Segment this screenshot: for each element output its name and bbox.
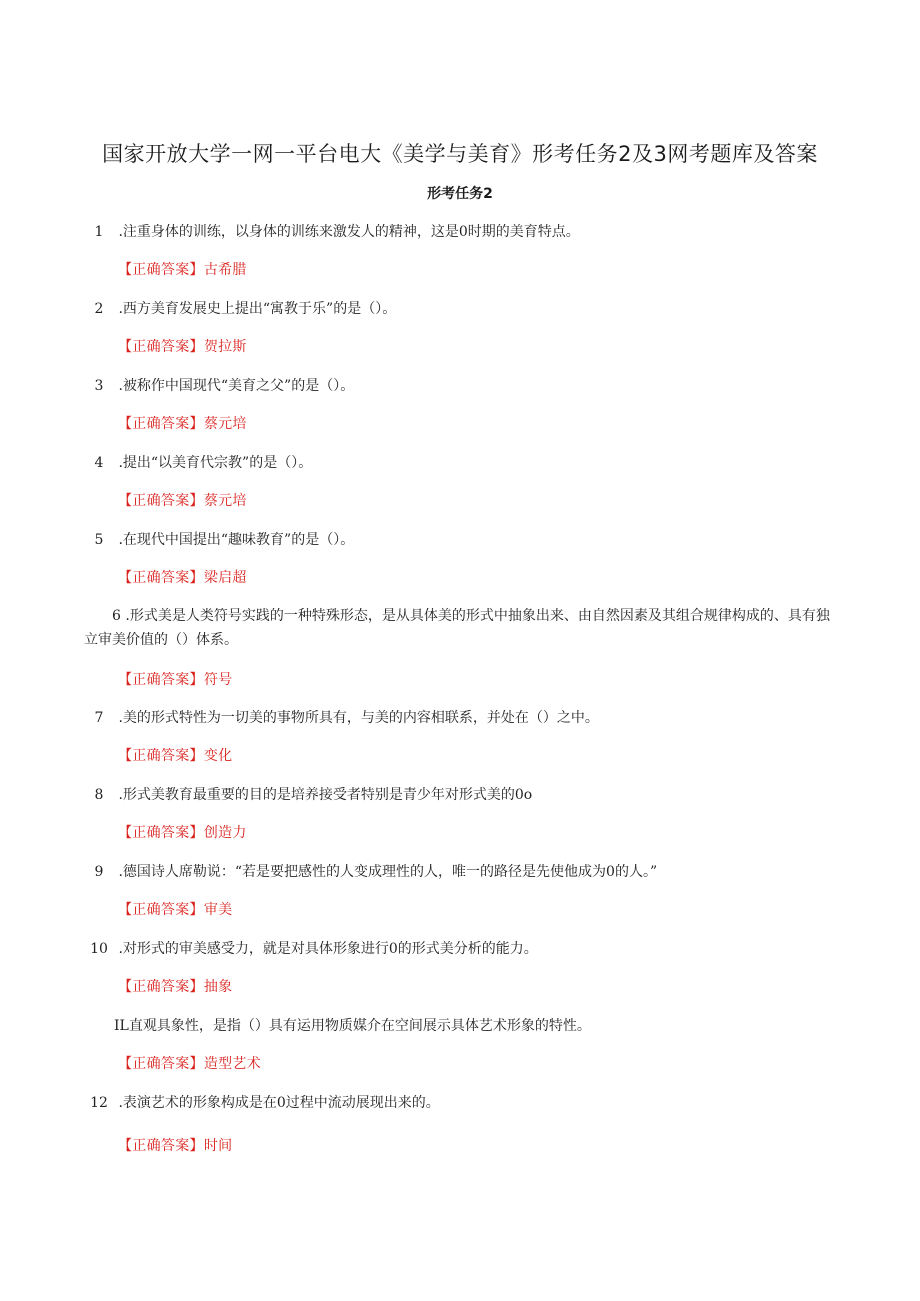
answer-text: 创造力 [203, 825, 247, 841]
answer-line [118, 899, 818, 921]
question-text: .表演艺术的形象构成是在0过程中流动展现出来的。 [118, 1095, 440, 1111]
question-number: 8 [94, 787, 104, 803]
answer-text: 古希腊 [203, 262, 247, 278]
question-text: .美的形式特性为一切美的事物所具有，与美的内容相联系，并处在（）之中。 [118, 710, 599, 726]
question-text: .注重身体的训练，以身体的训练来激发人的精神，这是0时期的美育特点。 [118, 224, 580, 240]
answer-prefix: 【正确答案】 [118, 493, 204, 509]
question-item [84, 451, 844, 475]
question-item [84, 1091, 844, 1115]
answer-text: 蔡元培 [203, 493, 247, 509]
answer-text: 蔡元培 [203, 416, 247, 432]
answer-prefix: 【正确答案】 [118, 1138, 204, 1154]
question-text: .西方美育发展史上提出“寓教于乐”的是（）。 [118, 301, 397, 317]
answer-text: 贺拉斯 [203, 339, 247, 355]
answer-prefix: 【正确答案】 [118, 825, 204, 841]
question-number: 1 [94, 224, 104, 240]
question-number: 12 [90, 1095, 108, 1111]
answer-prefix: 【正确答案】 [118, 570, 204, 586]
question-item [84, 604, 840, 652]
answer-prefix: 【正确答案】 [118, 1056, 204, 1072]
answer-prefix: 【正确答案】 [118, 902, 204, 918]
question-number: 2 [94, 301, 104, 317]
question-item [84, 374, 844, 398]
answer-line [118, 669, 818, 691]
answer-line [118, 822, 818, 844]
answer-line [118, 490, 818, 512]
answer-prefix: 【正确答案】 [118, 979, 204, 995]
answer-text: 时间 [203, 1138, 233, 1154]
question-text: 直观具象性，是指（）具有运用物质媒介在空间展示具体艺术形象的特性。 [128, 1018, 591, 1034]
answer-text: 变化 [203, 748, 233, 764]
question-item [84, 783, 844, 807]
question-number: 3 [94, 378, 104, 394]
answer-line [118, 1135, 818, 1157]
question-number: IL [114, 1018, 129, 1034]
question-number: 4 [94, 455, 104, 471]
answer-text: 审美 [203, 902, 233, 918]
question-text: .提出“以美育代宗教”的是（）。 [118, 455, 313, 471]
question-item [84, 860, 844, 884]
question-item [84, 297, 844, 321]
answer-text: 抽象 [203, 979, 233, 995]
question-number: 9 [94, 864, 104, 880]
question-text: .在现代中国提出“趣味教育”的是（）。 [118, 532, 355, 548]
answer-line [118, 745, 818, 767]
question-text: .形式美教育最重要的目的是培养接受者特别是青少年对形式美的0o [118, 787, 533, 803]
answer-line [118, 259, 818, 281]
question-text: .被称作中国现代“美育之父”的是（）。 [118, 378, 355, 394]
answer-line [118, 336, 818, 358]
answer-prefix: 【正确答案】 [118, 339, 204, 355]
section-title: 形考任务2 [427, 186, 493, 202]
question-item [84, 706, 844, 730]
answer-text: 符号 [203, 672, 233, 688]
answer-line [118, 976, 818, 998]
answer-text: 梁启超 [203, 570, 247, 586]
answer-line [118, 567, 818, 589]
question-text: .形式美是人类符号实践的一种特殊形态，是从具体美的形式中抽象出来、由自然因素及其组合规律构成的、具有独立审美价值的（）体系。 [84, 608, 830, 648]
answer-prefix: 【正确答案】 [118, 748, 204, 764]
question-item [84, 937, 844, 961]
answer-prefix: 【正确答案】 [118, 262, 204, 278]
question-item [84, 220, 844, 244]
document-title: 国家开放大学一网一平台电大《美学与美育》形考任务2及3网考题库及答案 [102, 142, 818, 166]
answer-prefix: 【正确答案】 [118, 416, 204, 432]
question-item [84, 528, 844, 552]
question-text: .对形式的审美感受力，就是对具体形象进行0的形式美分析的能力。 [118, 941, 538, 957]
question-number: 6 [112, 608, 121, 624]
question-number: 10 [90, 941, 108, 957]
question-item [114, 1014, 874, 1038]
question-number: 7 [94, 710, 104, 726]
answer-line [118, 1053, 818, 1075]
question-text: .德国诗人席勒说：“若是要把感性的人变成理性的人，唯一的路径是先使他成为0的人。” [118, 864, 658, 880]
question-number: 5 [94, 532, 104, 548]
answer-text: 造型艺术 [203, 1056, 262, 1072]
answer-line [118, 413, 818, 435]
answer-prefix: 【正确答案】 [118, 672, 204, 688]
